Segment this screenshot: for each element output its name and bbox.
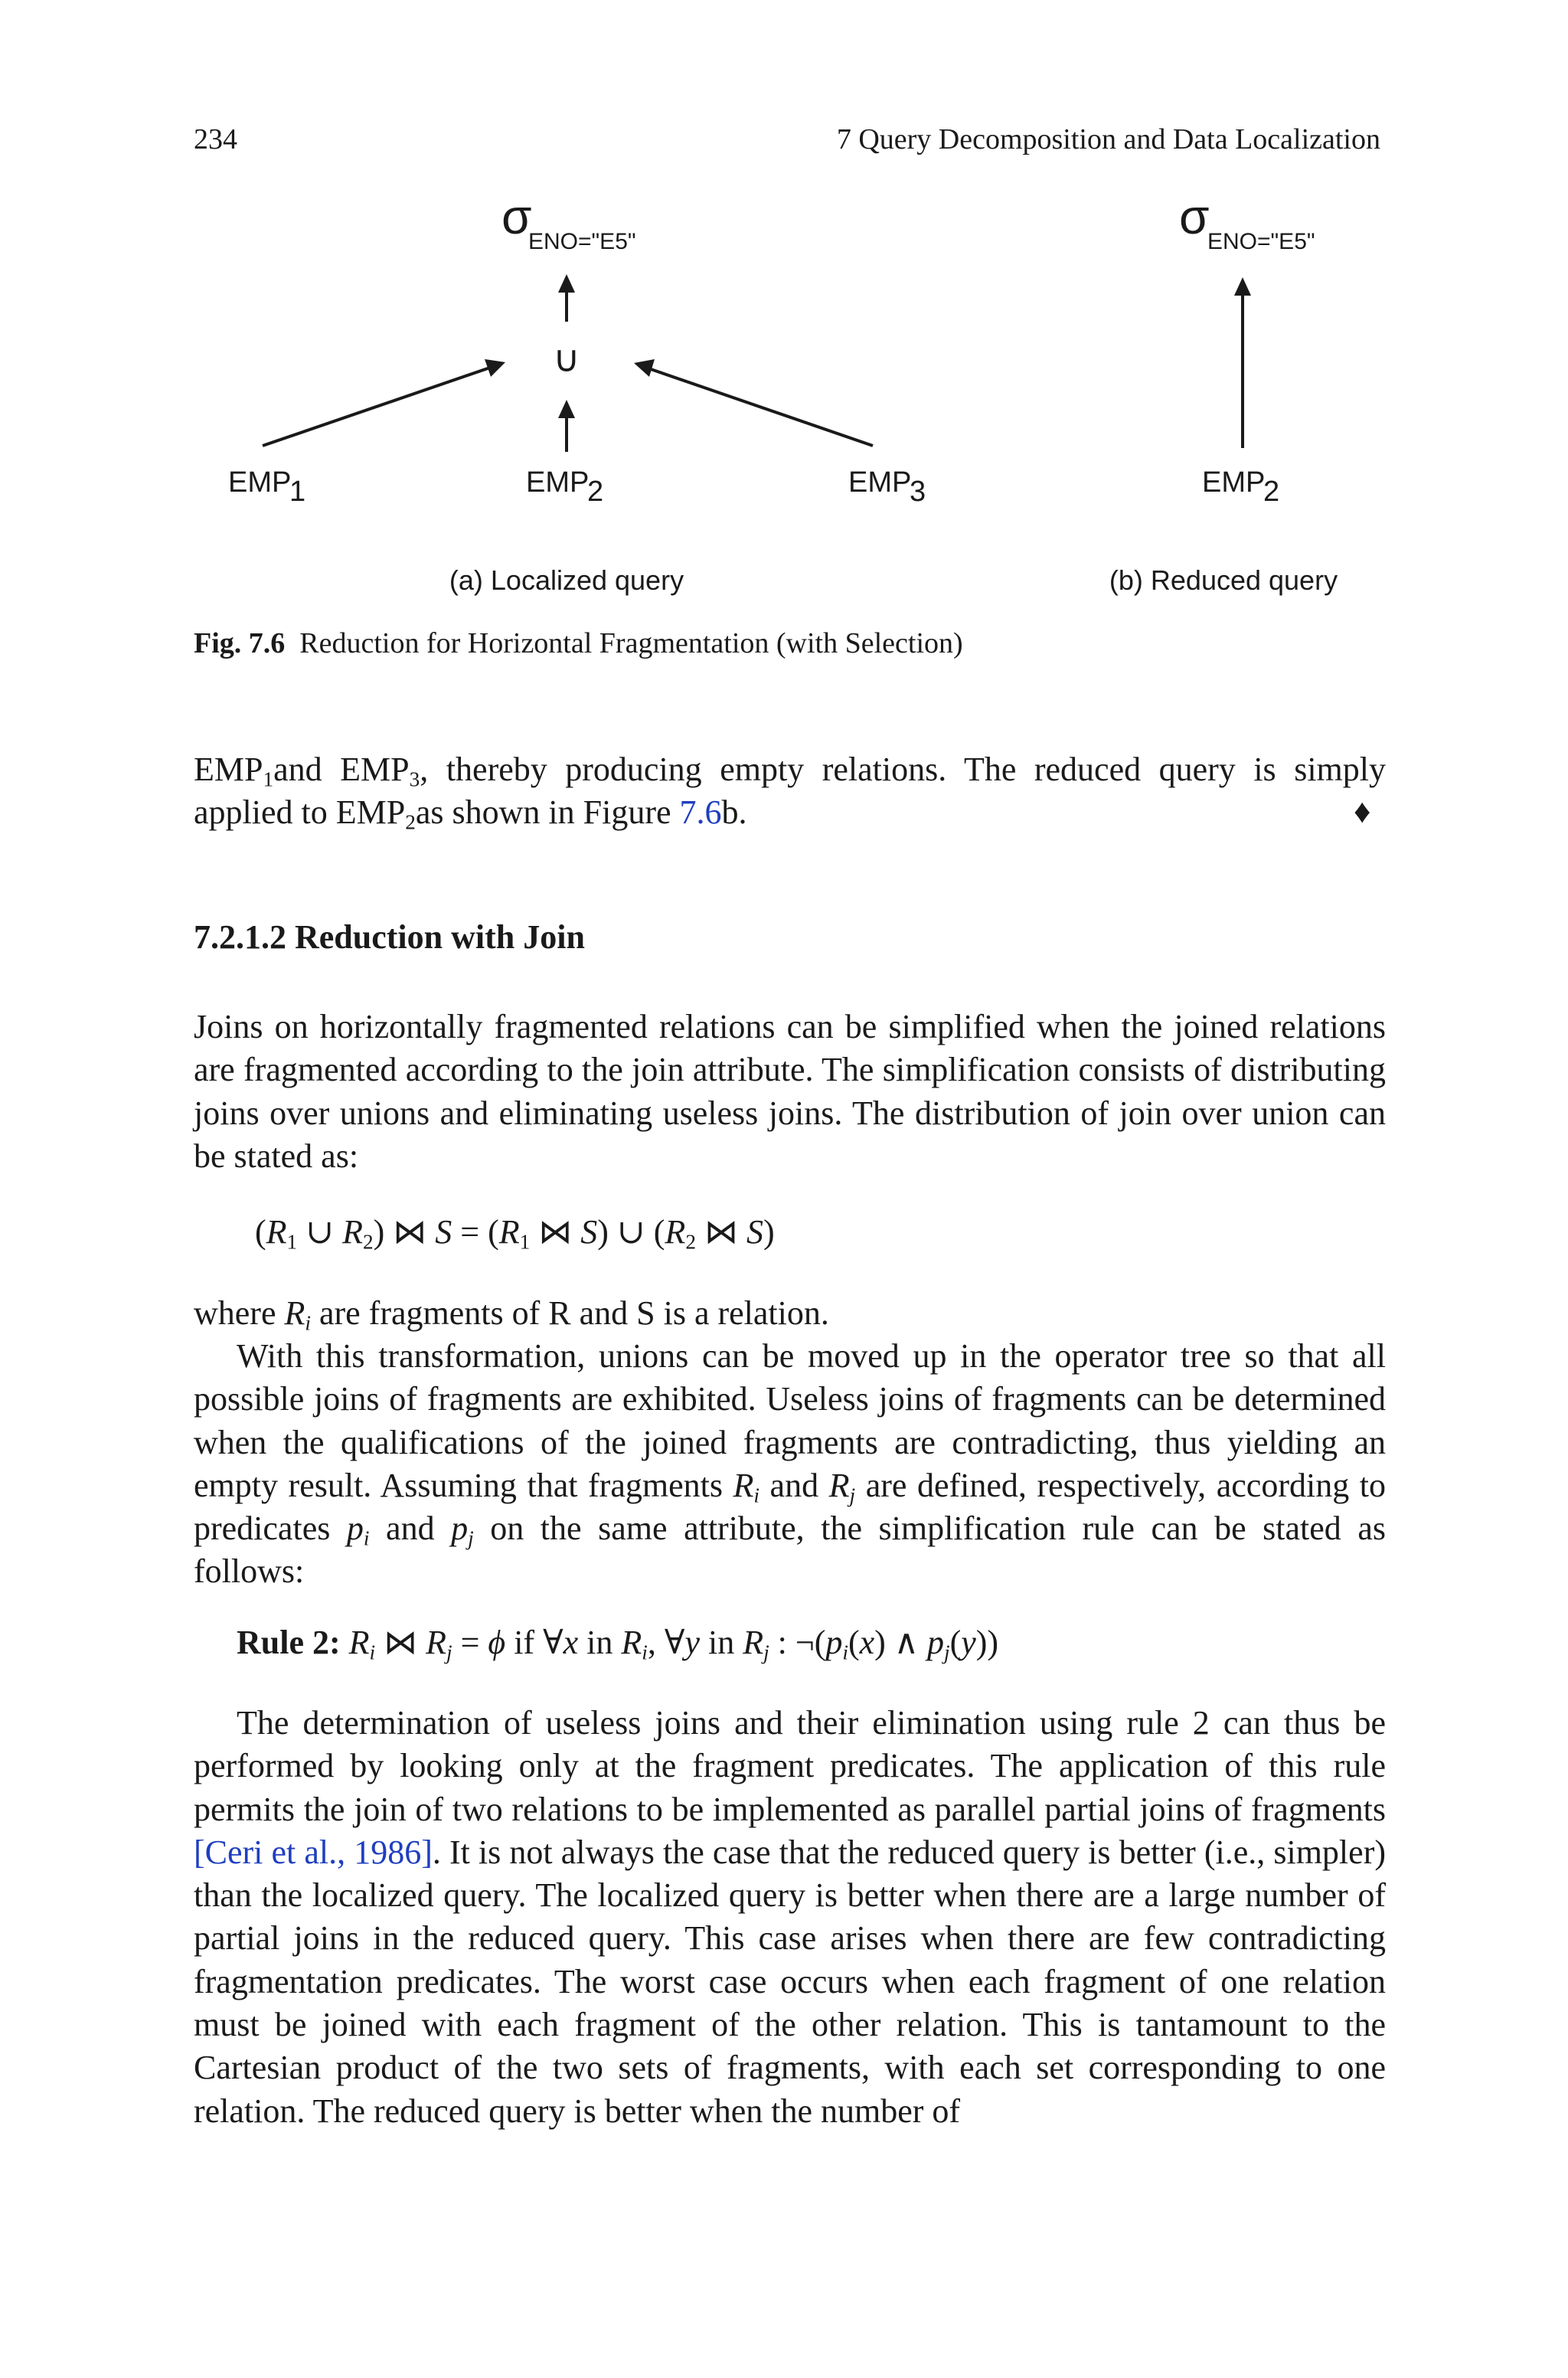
- svg-text:EMP: EMP: [526, 466, 590, 499]
- svg-text:2: 2: [1263, 476, 1280, 508]
- svg-text:EMP: EMP: [228, 466, 292, 499]
- leaf-emp1: [228, 466, 305, 508]
- distribution-equation: ($R_1$ ∪ $R_2$) ⋈ $S = (R_1$ ⋈ S) ∪ ($R_2$ ⋈ S): [255, 1213, 775, 1254]
- page-number: 234: [194, 123, 237, 155]
- paragraph-3: where $R_i$ are fragments of R and S is a relation.: [194, 1294, 829, 1335]
- arrowhead-diag: [634, 359, 655, 377]
- leaf-emp3: [848, 466, 926, 508]
- section-heading: 7.2.1.2 Reduction with Join: [194, 918, 585, 956]
- arrowhead-up: [558, 274, 575, 293]
- svg-text:EMP: EMP: [1202, 466, 1266, 499]
- end-of-example-mark: ♦: [1354, 793, 1371, 830]
- svg-text:2: 2: [587, 476, 604, 508]
- arrowhead-diag: [485, 359, 505, 377]
- figure-7-6: [0, 184, 1568, 613]
- subfigure-label-b: (b) Reduced query: [1109, 564, 1338, 596]
- paragraph-1: $EMP_1and$ $EMP_3$, thereby producing empty relations. The reduced query is simply applied to $EMP_2as$ shown in Figure 7.6b.: [194, 751, 1386, 834]
- selection-sigma-right: σ: [1179, 189, 1210, 244]
- selection-predicate-right: ENO="E5": [1207, 229, 1315, 254]
- arrow-emp3-to-union: [648, 368, 873, 446]
- figure-caption: [194, 626, 963, 660]
- paragraph-5: The determination of useless joins and their elimination using rule 2 can thus be performed by looking only at the fragment predicates. The application of this rule permits the join of two relations to be implemented as parallel partial joins of fragments [Ceri et al., 1986]. It is not always the case that the reduced query is better (i.e., simpler) than the localized query. The localized query is better when there are a large number of partial joins in the reduced query. This case arises when there are few contradicting fragmentation predicates. The worst case occurs when each fragment of one relation must be joined with each fragment of the other relation. This is tantamount to the Cartesian product of the two sets of fragments, with each set corresponding to one relation. The reduced query is better when the number of: [194, 1704, 1386, 2130]
- subfigure-label-a: (a) Localized query: [449, 564, 684, 596]
- arrowhead-up: [1234, 277, 1251, 296]
- rule-label: Rule 2:: [237, 1624, 341, 1661]
- paragraph-2: Joins on horizontally fragmented relations can be simplified when the joined relations are fragmented according to the join attribute. The simplification consists of distributing joins over unions and eliminating useless joins. The distribution of join over union can be stated as:: [194, 1008, 1386, 1175]
- svg-text:3: 3: [910, 476, 926, 508]
- svg-text:1: 1: [289, 476, 306, 508]
- caption-label: Fig. 7.6: [194, 627, 286, 659]
- chapter-title: 7 Query Decomposition and Data Localization: [836, 123, 1380, 155]
- arrow-emp1-to-union: [263, 368, 490, 446]
- localized-query-tree: [228, 189, 926, 596]
- reduced-query-tree: [1109, 189, 1338, 596]
- union-symbol: ∪: [553, 339, 580, 380]
- caption-text: Reduction for Horizontal Fragmentation (with Selection): [299, 627, 963, 659]
- leaf-emp2-reduced: [1202, 466, 1279, 508]
- selection-predicate-left: ENO="E5": [528, 229, 636, 254]
- rule-2: Rule 2: $R_i$ ⋈ $R_j = \phi$ if ∀x in $R_i$, ∀y in $R_j$ : $\neg(p_i(x)$ ∧ $p_j(y)$): [237, 1624, 999, 1664]
- citation-link[interactable]: [Ceri et al., 1986]: [194, 1833, 433, 1871]
- paragraph-4: With this transformation, unions can be moved up in the operator tree so that all possible joins of fragments are exhibited. Useless joins of fragments can be determined when the qualifications of the joined fragments are contradicting, thus yielding an empty result. Assuming that fragments $R_i$ and $R_j$ are defined, respectively, according to predicates $p_i$ and $p_j$ on the same attribute, the simplification rule can be stated as follows:: [194, 1337, 1386, 1591]
- leaf-emp2: [526, 466, 603, 508]
- figure-ref-link[interactable]: 7.6: [679, 793, 722, 832]
- svg-text:EMP: EMP: [848, 466, 912, 499]
- selection-sigma-left: σ: [501, 189, 532, 244]
- arrowhead-up: [558, 400, 575, 418]
